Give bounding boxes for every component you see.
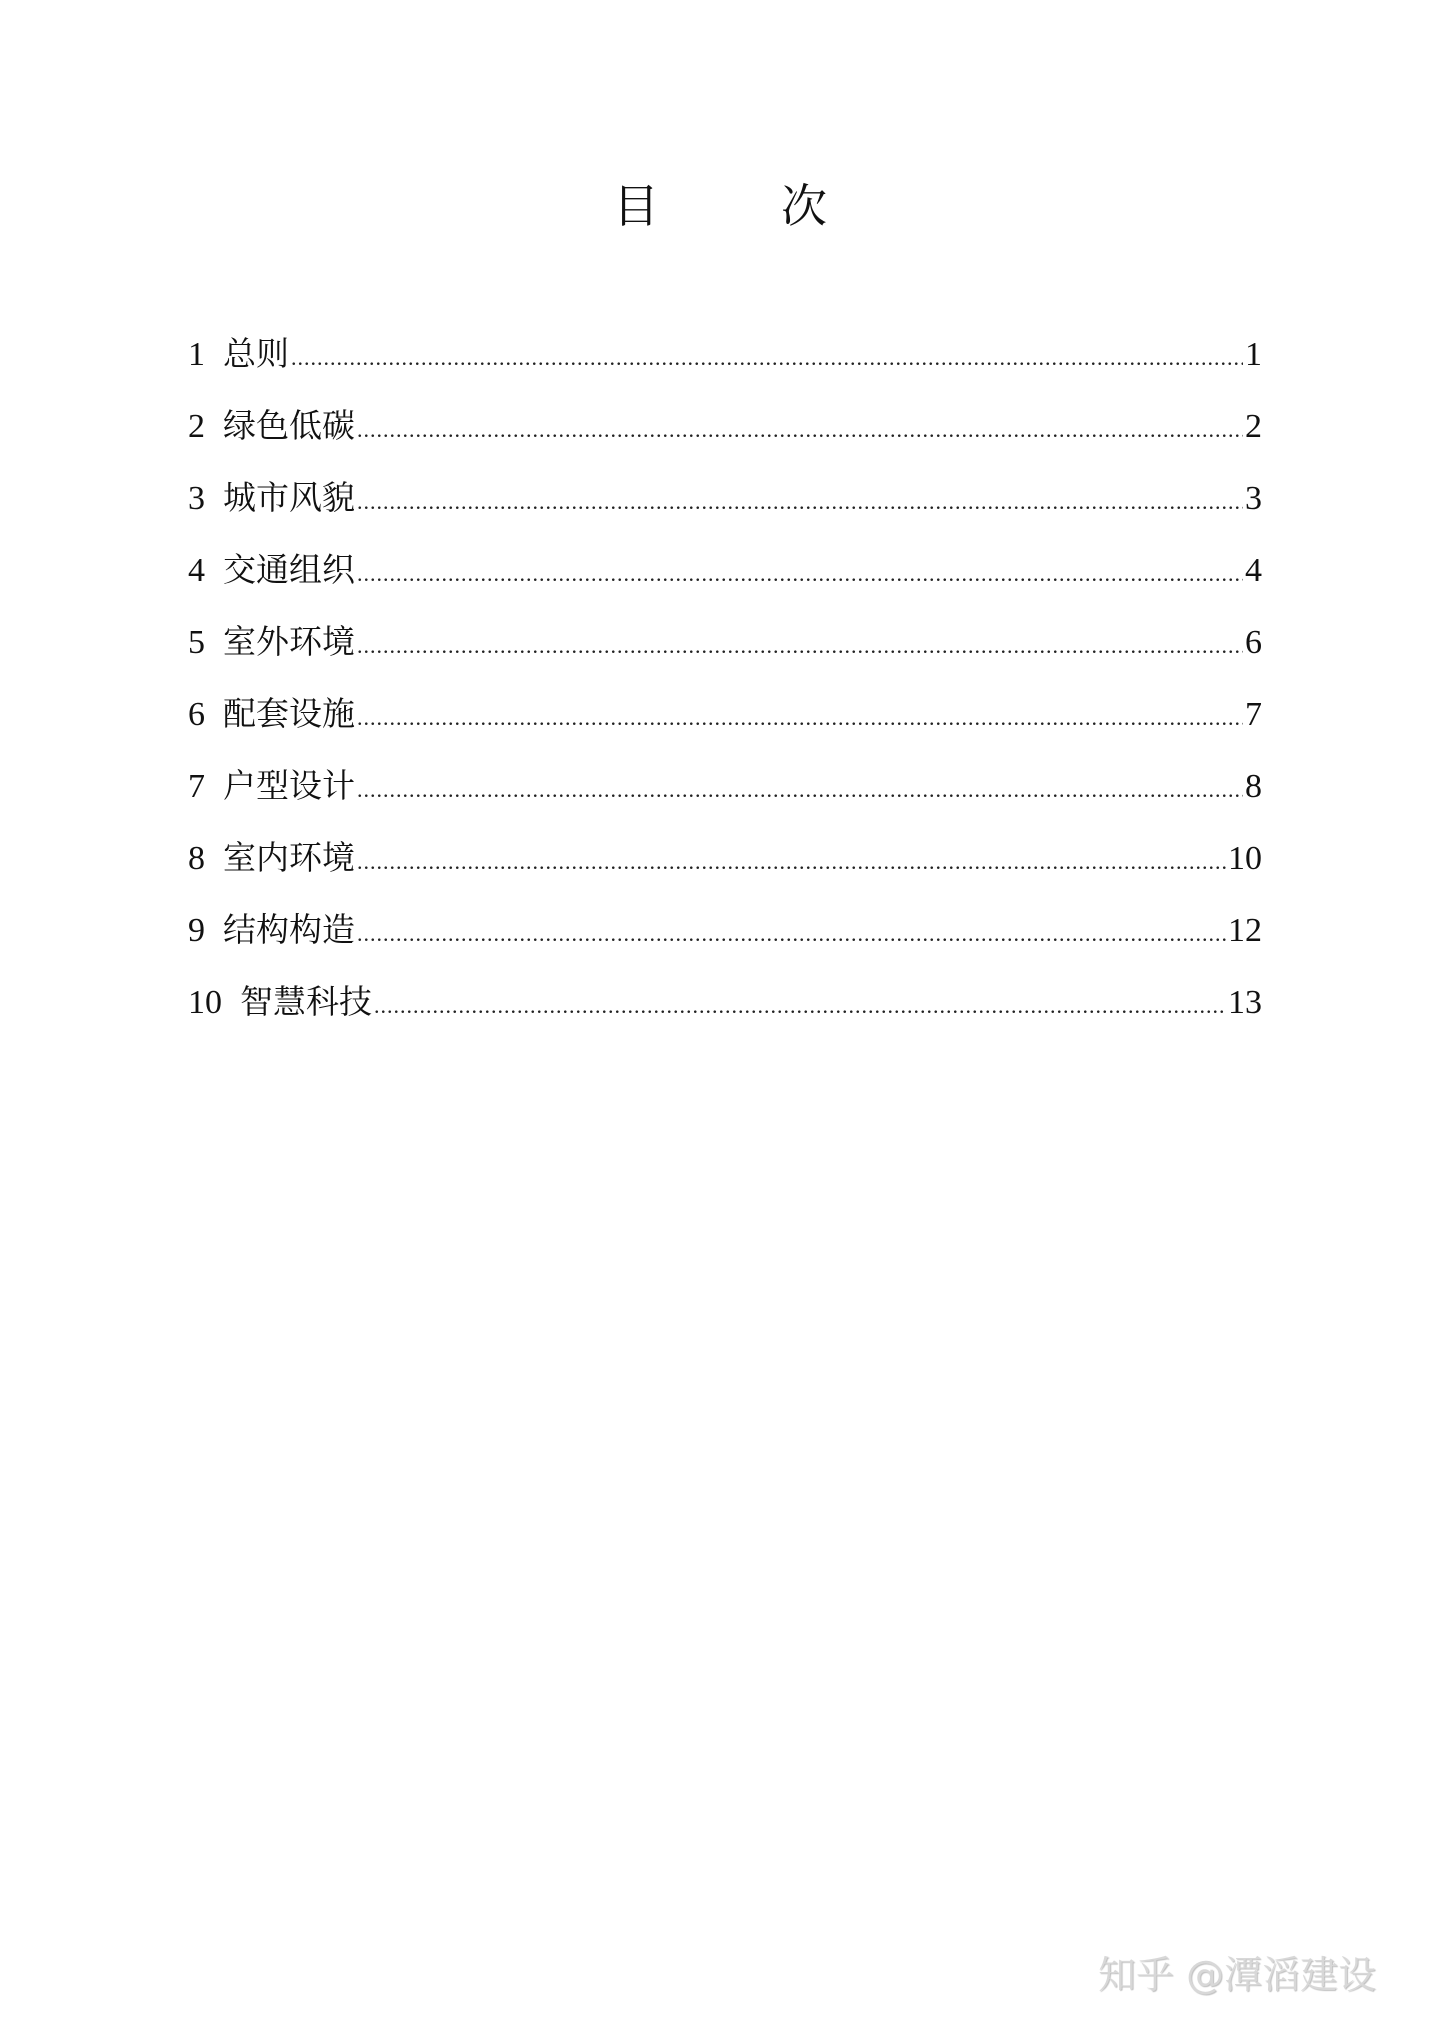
toc-entry-title: 智慧科技 [240, 982, 372, 1021]
toc-entry-9[interactable] [188, 904, 1262, 976]
toc-entry-number: 5 [188, 624, 205, 661]
toc-entry-number: 9 [188, 912, 205, 949]
toc-entry-8[interactable] [188, 832, 1262, 904]
table-of-contents [188, 328, 1262, 1048]
page-title: 目 次 [613, 179, 865, 233]
toc-entry-5[interactable] [188, 616, 1262, 688]
toc-entry-page: 2 [1245, 408, 1262, 445]
toc-dot-leader [357, 692, 1243, 744]
toc-dot-leader [374, 980, 1226, 1032]
toc-entry-page: 12 [1228, 912, 1262, 949]
toc-entry-number: 10 [188, 984, 222, 1021]
toc-entry-page: 4 [1245, 552, 1262, 589]
toc-entry-page: 13 [1228, 984, 1262, 1021]
toc-entry-7[interactable] [188, 760, 1262, 832]
toc-entry-4[interactable] [188, 544, 1262, 616]
toc-entry-number: 4 [188, 552, 205, 589]
toc-dot-leader [291, 332, 1243, 384]
watermark: 知乎 @潭滔建设 [1098, 1953, 1377, 1997]
toc-entry-6[interactable] [188, 688, 1262, 760]
toc-entry-3[interactable] [188, 472, 1262, 544]
toc-entry-10[interactable] [188, 976, 1262, 1048]
toc-entry-title: 绿色低碳 [223, 406, 355, 445]
toc-dot-leader [357, 836, 1226, 888]
toc-entry-page: 7 [1245, 696, 1262, 733]
toc-entry-title: 户型设计 [223, 766, 355, 805]
toc-entry-number: 6 [188, 696, 205, 733]
toc-entry-title: 总则 [223, 334, 289, 373]
toc-dot-leader [357, 548, 1243, 600]
toc-entry-page: 10 [1228, 840, 1262, 877]
toc-entry-number: 2 [188, 408, 205, 445]
toc-entry-number: 7 [188, 768, 205, 805]
toc-entry-title: 配套设施 [223, 694, 355, 733]
toc-entry-title: 结构构造 [223, 910, 355, 949]
toc-entry-page: 1 [1245, 336, 1262, 373]
toc-entry-1[interactable] [188, 328, 1262, 400]
toc-dot-leader [357, 476, 1243, 528]
toc-entry-page: 3 [1245, 480, 1262, 517]
toc-entry-number: 1 [188, 336, 205, 373]
toc-entry-title: 交通组织 [223, 550, 355, 589]
toc-entry-2[interactable] [188, 400, 1262, 472]
toc-entry-page: 8 [1245, 768, 1262, 805]
toc-dot-leader [357, 404, 1243, 456]
toc-dot-leader [357, 764, 1243, 816]
toc-entry-number: 3 [188, 480, 205, 517]
toc-entry-number: 8 [188, 840, 205, 877]
toc-entry-title: 城市风貌 [223, 478, 355, 517]
toc-entry-title: 室内环境 [223, 838, 355, 877]
toc-dot-leader [357, 908, 1226, 960]
toc-entry-page: 6 [1245, 624, 1262, 661]
toc-entry-title: 室外环境 [223, 622, 355, 661]
toc-dot-leader [357, 620, 1243, 672]
